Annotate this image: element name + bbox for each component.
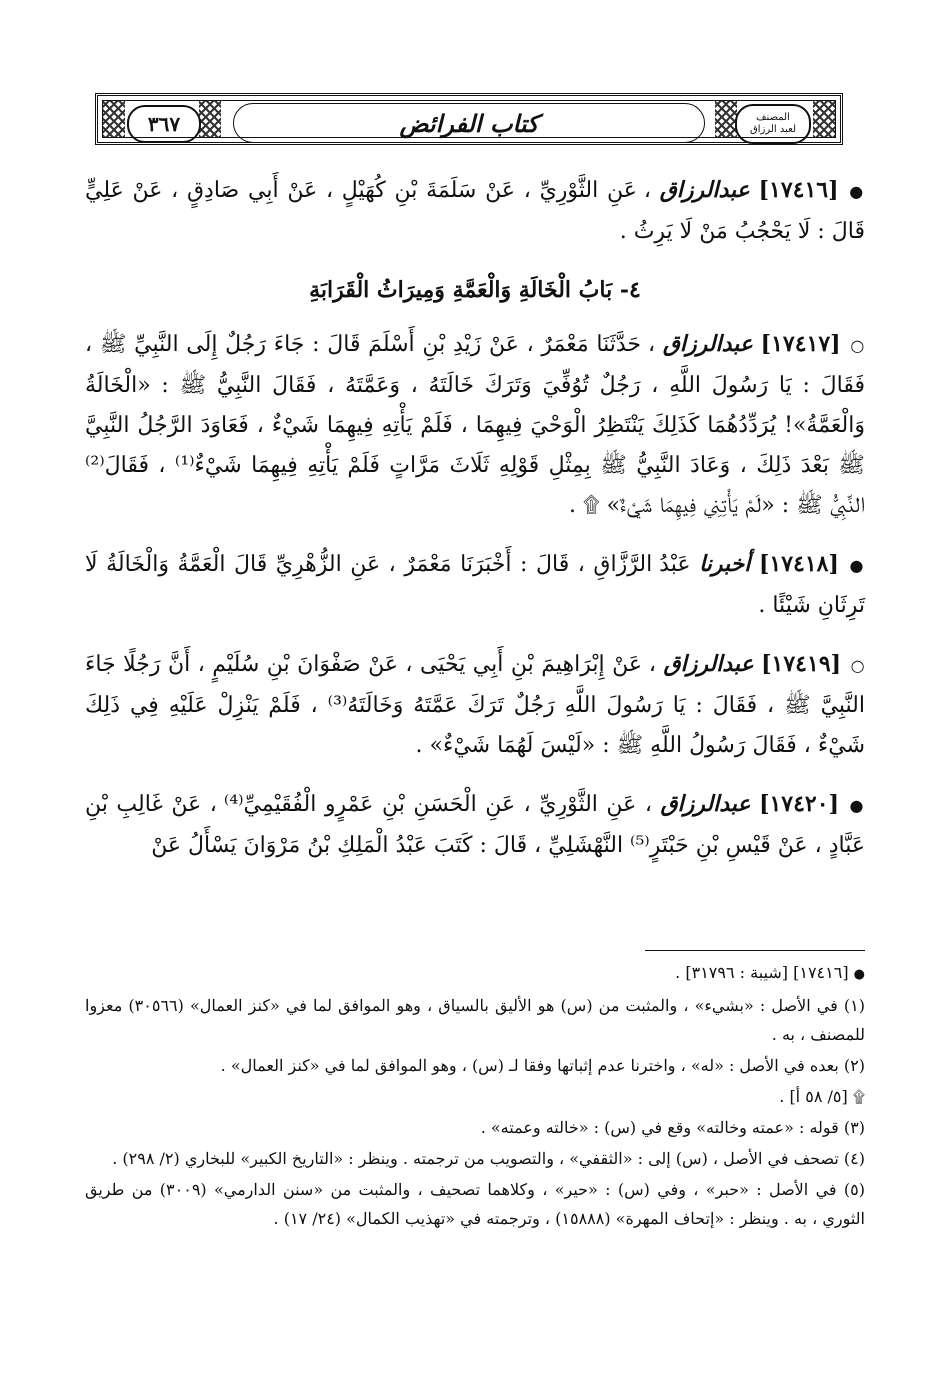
footnote-text: [٥/ ٥٨ أ] . (779, 1087, 848, 1106)
footnote (85, 991, 865, 1049)
footnote (85, 1175, 865, 1233)
footnote (85, 1051, 865, 1080)
hadith-paragraph (85, 644, 865, 766)
header-frame (102, 100, 836, 138)
footnote-marker: ۩ (852, 1087, 865, 1106)
hadith-text: ، عَنِ الثَّوْرِيِّ ، عَنْ سَلَمَةَ بْنِ كُهَيْلٍ ، عَنْ أَبِي صَادِقٍ ، عَنْ عَلِيٍّ قَالَ : لَا يَحْجُبُ مَنْ لَا يَرِثُ . (85, 178, 865, 244)
footnote-text: في الأصل : «حبر» ، وفي (س) : «حير» ، وكلاهما تصحيف ، والمثبت من «سنن الدارمي» (٣٠٠٩) من طريق الثوري ، به . وينظر : «إتحاف المهرة» (١٥٨٨٨) ، وترجمته في «تهذيب الكمال» (٢٤/ ١٧) . (85, 1180, 865, 1228)
hadith-number: [١٧٤٢٠] (759, 791, 839, 817)
narrator-name: أخبرنا (699, 551, 751, 577)
footnote-marker: ● (853, 967, 865, 982)
hadith-paragraph (85, 324, 865, 526)
narrator-name: عبدالرزاق (663, 651, 754, 677)
narrator-name: عبدالرزاق (662, 331, 753, 357)
footnote-marker: (٥) (843, 1180, 865, 1199)
footnotes (85, 958, 865, 1235)
footnote-separator (645, 950, 865, 951)
hadith-number: [١٧٤١٩] (761, 651, 842, 677)
decorative-border-pattern (813, 101, 835, 137)
footnote (85, 1082, 865, 1111)
footnote (85, 958, 865, 989)
hadith-paragraph (85, 784, 865, 866)
main-text (85, 170, 865, 884)
footnote (85, 1113, 865, 1142)
footnote-marker: (٣) (843, 1118, 865, 1137)
chapter-heading: ٤- بَابُ الْخَالَةِ وَالْعَمَّةِ وَمِيرَاثُ الْقَرَابَةِ (309, 277, 641, 303)
hadith-marker: ○ (850, 656, 866, 675)
hadith-text: ، عَنْ إِبْرَاهِيمَ بْنِ أَبِي يَحْيَى ، عَنْ صَفْوَانَ بْنِ سُلَيْمٍ ، أَنَّ رَجُلًا جَاءَ النَّبِيَّ ﷺ ، فَقَالَ : يَا رَسُولَ اللَّهِ رَجُلٌ تَرَكَ عَمَّتَهُ وَخَالَتَهُ⁽³⁾ ، فَلَمْ يَنْزِلْ عَلَيْهِ فِي ذَلِكَ شَيْءٌ ، فَقَالَ رَسُولُ اللَّهِ ﷺ : «لَيْسَ لَهُمَا شَيْءٌ» . (85, 652, 865, 758)
page-header (95, 93, 843, 145)
hadith-number: [١٧٤١٨] (758, 551, 839, 577)
footnote-marker: (١) (843, 996, 865, 1015)
footnote-text: في الأصل : «بشيء» ، والمثبت من (س) هو الأليق بالسياق ، وهو الموافق لما في «كنز العمال» (٣٠٥٦٦) معزوا للمصنف ، به . (85, 996, 865, 1044)
hadith-paragraph (85, 544, 865, 626)
footnote-text: قوله : «عمته وخالته» وقع في (س) : «خالته وعمته» . (480, 1118, 839, 1137)
hadith-text: ، عَنِ الثَّوْرِيِّ ، عَنِ الْحَسَنِ بْنِ عَمْرٍو الْفُقَيْمِيِّ⁽⁴⁾ ، عَنْ غَالِبِ بْنِ عَبَّادٍ ، عَنْ قَيْسِ بْنِ حَبْتَرٍ⁽⁵⁾ النَّهْشَلِيِّ ، قَالَ : كَتَبَ عَبْدُ الْمَلِكِ بْنُ مَرْوَانَ يَسْأَلُ عَنْ (85, 792, 865, 858)
decorative-border-pattern (199, 101, 221, 137)
logo-line: لعبد الرزاق (749, 124, 797, 135)
decorative-border-pattern (103, 101, 125, 137)
footnote (85, 1144, 865, 1173)
decorative-border-pattern (715, 101, 737, 137)
hadith-marker: ● (849, 796, 866, 815)
hadith-number: [١٧٤١٧] (760, 331, 841, 357)
logo-line: المصنف (756, 112, 790, 123)
footnote-text: تصحف في الأصل ، (س) إلى : «الثقفي» ، والتصويب من ترجمته . وينظر : «التاريخ الكبير» للبخاري (٢/ ٢٩٨) . (112, 1149, 839, 1168)
hadith-paragraph (85, 170, 865, 252)
footnote-text: بعده في الأصل : «له» ، واخترنا عدم إثباتها وفقا لـ (س) ، وهو الموافق لما في «كنز العمال» . (220, 1056, 839, 1075)
narrator-name: عبدالرزاق (660, 791, 751, 817)
hadith-text: ، حَدَّثَنَا مَعْمَرٌ ، عَنْ زَيْدِ بْنِ أَسْلَمَ قَالَ : جَاءَ رَجُلٌ إِلَى النَّبِيِّ ﷺ ، فَقَالَ : يَا رَسُولَ اللَّهِ ، رَجُلٌ تُوُفِّيَ وَتَرَكَ خَالَتَهُ ، وَعَمَّتَهُ ، فَقَالَ النَّبِيُّ ﷺ : «الْخَالَةُ وَالْعَمَّةُ»! يُرَدِّدُهُمَا كَذَلِكَ يَنْتَظِرُ الْوَحْيَ فِيهِمَا ، فَلَمْ يَأْتِهِ فِيهِمَا شَيْءٌ ، فَعَاوَدَ الرَّجُلُ النَّبِيَّ ﷺ بَعْدَ ذَلِكَ ، وَعَادَ النَّبِيُّ ﷺ بِمِثْلِ قَوْلِهِ ثَلَاثَ مَرَّاتٍ فَلَمْ يَأْتِهِ فِيهِمَا شَيْءٌ⁽¹⁾ ، فَقَالَ⁽²⁾ النَّبِيُّ ﷺ : «لَمْ يَأْتِنِي فِيهِمَا شَيْءٌ» ۩ . (85, 332, 865, 518)
hadith-marker: ● (849, 556, 865, 575)
page-number: ٣٦٧ (127, 105, 201, 143)
book-logo (735, 104, 811, 144)
footnote-text: [١٧٤١٦] [شيبة : ٣١٧٩٦] . (675, 963, 849, 982)
footnote-marker: (٤) (843, 1149, 865, 1168)
narrator-name: عبدالرزاق (659, 177, 750, 203)
hadith-text: عَبْدُ الرَّزَّاقِ ، قَالَ : أَخْبَرَنَا مَعْمَرٌ ، عَنِ الزُّهْرِيِّ قَالَ الْعَمَّةُ وَالْخَالَةُ لَا تَرِثَانِ شَيْئًا . (85, 552, 865, 618)
hadith-number: [١٧٤١٦] (758, 177, 839, 203)
footnote-marker: (٢) (843, 1056, 865, 1075)
book-title: كتاب الفرائض (233, 103, 705, 143)
hadith-marker: ● (849, 182, 866, 201)
hadith-marker: ○ (850, 336, 866, 355)
